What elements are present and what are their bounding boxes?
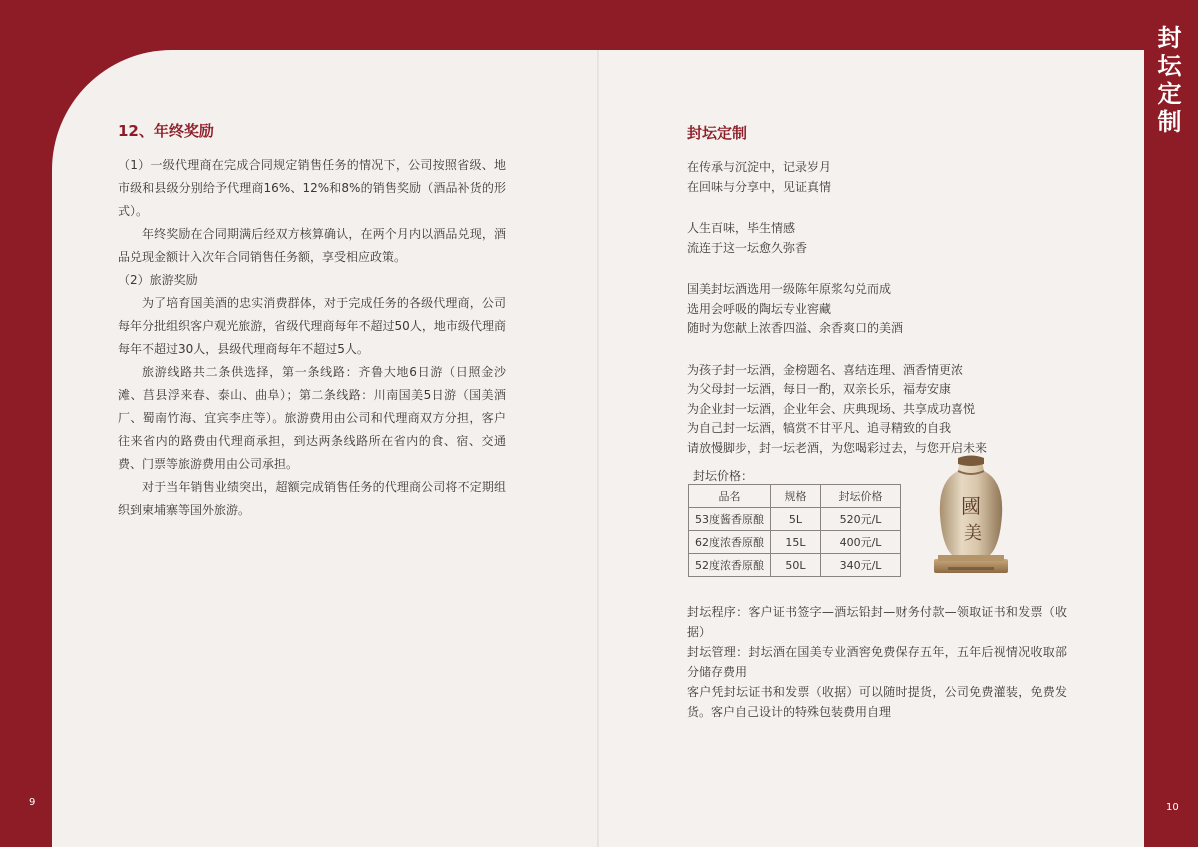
stanza-line: 在回味与分享中，见证真情 [687, 179, 832, 194]
stanza-line: 国美封坛酒选用一级陈年原浆勾兑而成 [687, 282, 892, 296]
page-spine [597, 50, 599, 847]
page-number-left: 9 [29, 797, 36, 808]
stanza-1 [687, 158, 1067, 197]
cell-price: 400元/L [821, 531, 901, 554]
subheading-travel-reward: （2）旅游奖励 [118, 273, 198, 287]
stanza-line: 为企业封一坛酒，企业年会、庆典现场、共享成功喜悦 [687, 401, 976, 416]
stanza-line: 人生百味，毕生情感 [687, 221, 796, 235]
side-title [1152, 24, 1188, 136]
side-title-char: 定 [1157, 80, 1183, 108]
side-title-char: 坛 [1157, 52, 1183, 80]
stanza-line: 为父母封一坛酒，每日一酌，双亲长乐，福寿安康 [687, 382, 952, 396]
cell-price: 520元/L [821, 508, 901, 531]
side-title-char: 封 [1157, 24, 1183, 52]
section-title-year-end-reward: 12、年终奖励 [118, 122, 214, 140]
jar-logo-text-2: 美 [964, 523, 982, 544]
jar-base [934, 559, 1008, 573]
pickup-line: 客户凭封坛证书和发票（收据）可以随时提货，公司免费灌装，免费发货。客户自己设计的特殊包装费用自理 [687, 685, 1067, 719]
jar-lid [958, 456, 984, 467]
side-title-char: 制 [1157, 108, 1183, 136]
cell-product: 62度浓香原酿 [689, 531, 771, 554]
price-table-header [689, 485, 901, 508]
cell-spec: 5L [771, 508, 821, 531]
stanza-line: 在传承与沉淀中，记录岁月 [687, 160, 832, 174]
management-line: 封坛管理：封坛酒在国美专业酒窖免费保存五年，五年后视情况收取部分储存费用 [687, 645, 1067, 679]
stanza-4 [687, 361, 1067, 459]
stanza-line: 为自己封一坛酒，犒赏不甘平凡、追寻精致的自我 [687, 421, 952, 435]
header-product: 品名 [689, 485, 771, 508]
stanza-line: 流连于这一坛愈久弥香 [687, 240, 808, 255]
cell-product: 52度浓香原酿 [689, 554, 771, 577]
stanza-3 [687, 280, 1067, 339]
stanza-line: 随时为您献上浓香四溢、余香爽口的美酒 [687, 321, 904, 335]
table-row [689, 554, 901, 577]
paragraph-overseas-travel: 对于当年销售业绩突出，超额完成销售任务的代理商公司将不定期组织到柬埔寨等国外旅游。 [118, 480, 506, 517]
paragraph-travel-routes: 旅游线路共二条供选择，第一条线路：齐鲁大地6日游（日照金沙滩、莒县浮来春、泰山、曲阜）；第二条线路：川南国美5日游（国美酒厂、蜀南竹海、宜宾李庄等）。旅游费用由公司和代理商双方分担，客户往来省内的路费由代理商承担，到达两条线路所在省内的食、宿、交通费、门票等旅游费用由公司承担。 [118, 365, 506, 471]
header-spec: 规格 [771, 485, 821, 508]
cell-spec: 15L [771, 531, 821, 554]
table-row [689, 531, 901, 554]
paragraph-reward-settlement: 年终奖励在合同期满后经双方核算确认，在两个月内以酒品兑现，酒品兑现金额计入次年合同销售任务额，享受相应政策。 [118, 227, 506, 264]
cell-price: 340元/L [821, 554, 901, 577]
procedure-text [687, 602, 1067, 722]
page-number-right: 10 [1166, 802, 1179, 813]
wine-jar-image [930, 455, 1012, 577]
stanza-2 [687, 219, 1067, 258]
price-label: 封坛价格： [693, 469, 754, 483]
cell-product: 53度酱香原酿 [689, 508, 771, 531]
side-title-text [1152, 24, 1188, 136]
stanza-line: 选用会呼吸的陶坛专业窖藏 [687, 301, 832, 316]
jar-logo-text: 國 [961, 494, 981, 518]
paragraph-travel-quota: 为了培育国美酒的忠实消费群体，对于完成任务的各级代理商，公司每年分批组织客户观光旅游，省级代理商每年不超过50人，地市级代理商每年不超过30人，县级代理商每年不超过5人。 [118, 296, 506, 356]
right-content [687, 122, 1067, 480]
procedure-line: 封坛程序：客户证书签字—酒坛铅封—财务付款—领取证书和发票（收据） [687, 605, 1067, 639]
paragraph-sales-reward: （1）一级代理商在完成合同规定销售任务的情况下，公司按照省级、地市级和县级分别给予代理商16%、12%和8%的销售奖励（酒品补货的形式）。 [118, 158, 506, 218]
section-title-custom-jar: 封坛定制 [687, 124, 748, 142]
stanza-line: 请放慢脚步，封一坛老酒，为您喝彩过去，与您开启未来 [687, 440, 988, 455]
stanza-line: 为孩子封一坛酒，金榜题名、喜结连理、酒香情更浓 [687, 362, 964, 377]
table-row [689, 508, 901, 531]
price-table [688, 484, 901, 577]
cell-spec: 50L [771, 554, 821, 577]
left-content [118, 120, 506, 522]
header-price: 封坛价格 [821, 485, 901, 508]
